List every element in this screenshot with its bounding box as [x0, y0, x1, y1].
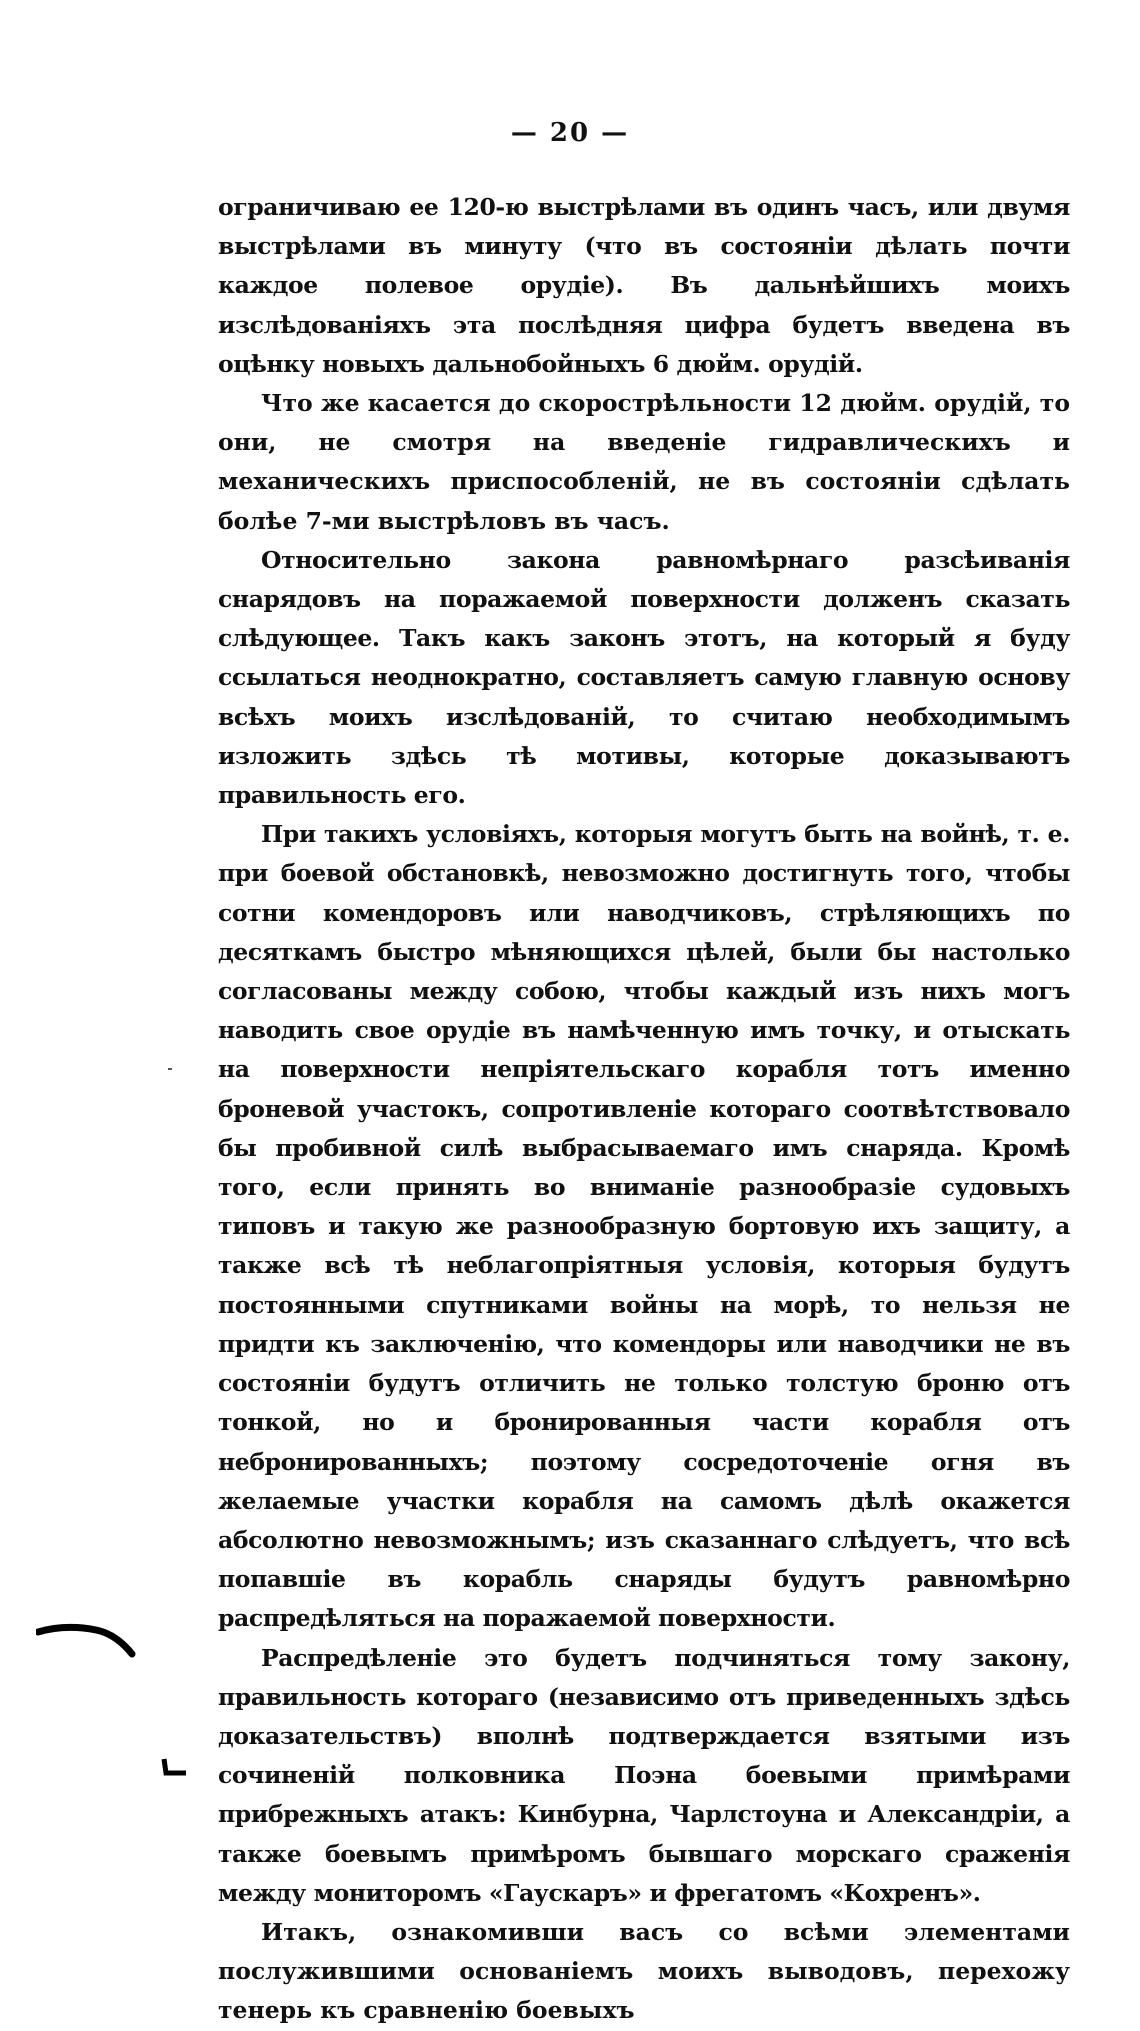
scan-speck [168, 1068, 172, 1070]
body-text [218, 188, 1070, 2031]
paragraph-battle-conditions: При такихъ условіяхъ, которыя могутъ быть на войнѣ, т. е. при боевой обстановкѣ, невозможно достигнуть того, чтобы сотни комендоровъ или наводчиковъ, стрѣляющихъ по десяткамъ быстро мѣняющихся цѣлей, были бы настолько согласованы между собою, чтобы каждый изъ нихъ могъ наводить свое орудіе въ намѣченную имъ точку, и отыскать на поверхности непріятельскаго корабля тотъ именно броневой участокъ, сопротивленіе котораго соотвѣтствовало бы пробивной силѣ выбрасываемаго имъ снаряда. Кромѣ того, если принять во вниманіе разнообразіе судовыхъ типовъ и такую же разнообразную бортовую ихъ защиту, а также всѣ тѣ неблагопріятныя условія, которыя будутъ постоянными спутниками войны на морѣ, то нельзя не придти къ заключенію, что комендоры или наводчики не въ состояніи будутъ отличить не только толстую броню отъ тонкой, но и бронированныя части корабля отъ небронированныхъ; поэтому сосредоточеніе огня въ желаемые участки корабля на самомъ дѣлѣ окажется абсолютно невозможнымъ; изъ сказаннаго слѣдуетъ, что всѣ попавшіе въ корабль снаряды будутъ равномѣрно распредѣляться на поражаемой поверхности. [218, 820, 1070, 1633]
paragraph-conclusion: Итакъ, ознакомивши васъ со всѣми элементами послужившими основаніемъ моихъ выводовъ, перехожу тенерь къ сравненію боевыхъ [218, 1917, 1070, 2025]
paragraph-continuation: ограничиваю ее 120-ю выстрѣлами въ одинъ часъ, или двумя выстрѣлами въ минуту (что въ состояніи дѣлать почти каждое полевое орудіе). Въ дальнѣйшихъ моихъ изслѣдованіяхъ эта послѣдняя цифра будетъ введена въ оцѣнку новыхъ дальнобойныхъ 6 дюйм. орудій. [218, 193, 1070, 378]
paragraph-rate-of-fire: Что же касается до скорострѣльности 12 дюйм. орудій, то они, не смотря на введеніе гидравлическихъ и механическихъ приспособленій, не въ состояніи сдѣлать болѣе 7-ми выстрѣловъ въ часъ. [218, 389, 1070, 535]
page-number: — 20 — [510, 118, 630, 148]
paragraph-distribution: Распредѣленіе это будетъ подчиняться тому закону, правильность котораго (независимо отъ приведенныхъ здѣсь доказательствъ) вполнѣ подтверждается взятыми изъ сочиненій полковника Поэна боевыми примѣрами прибрежныхъ атакъ: Кинбурна, Чарлстоуна и Александріи, а также боевымъ примѣромъ бывшаго морскаго сраженія между мониторомъ «Гаускаръ» и фрегатомъ «Кохренъ». [218, 1643, 1070, 1907]
margin-ink-mark [36, 1620, 136, 1660]
margin-ink-speck [160, 1755, 190, 1777]
paragraph-dispersion-law: Относительно закона равномѣрнаго разсѣиванія снарядовъ на поражаемой поверхности долженъ сказать слѣдующее. Такъ какъ законъ этотъ, на который я буду ссылаться неоднократно, составляетъ самую главную основу всѣхъ моихъ изслѣдованій, то считаю необходимымъ изложить здѣсь тѣ мотивы, которые доказываютъ правильность его. [218, 545, 1070, 810]
